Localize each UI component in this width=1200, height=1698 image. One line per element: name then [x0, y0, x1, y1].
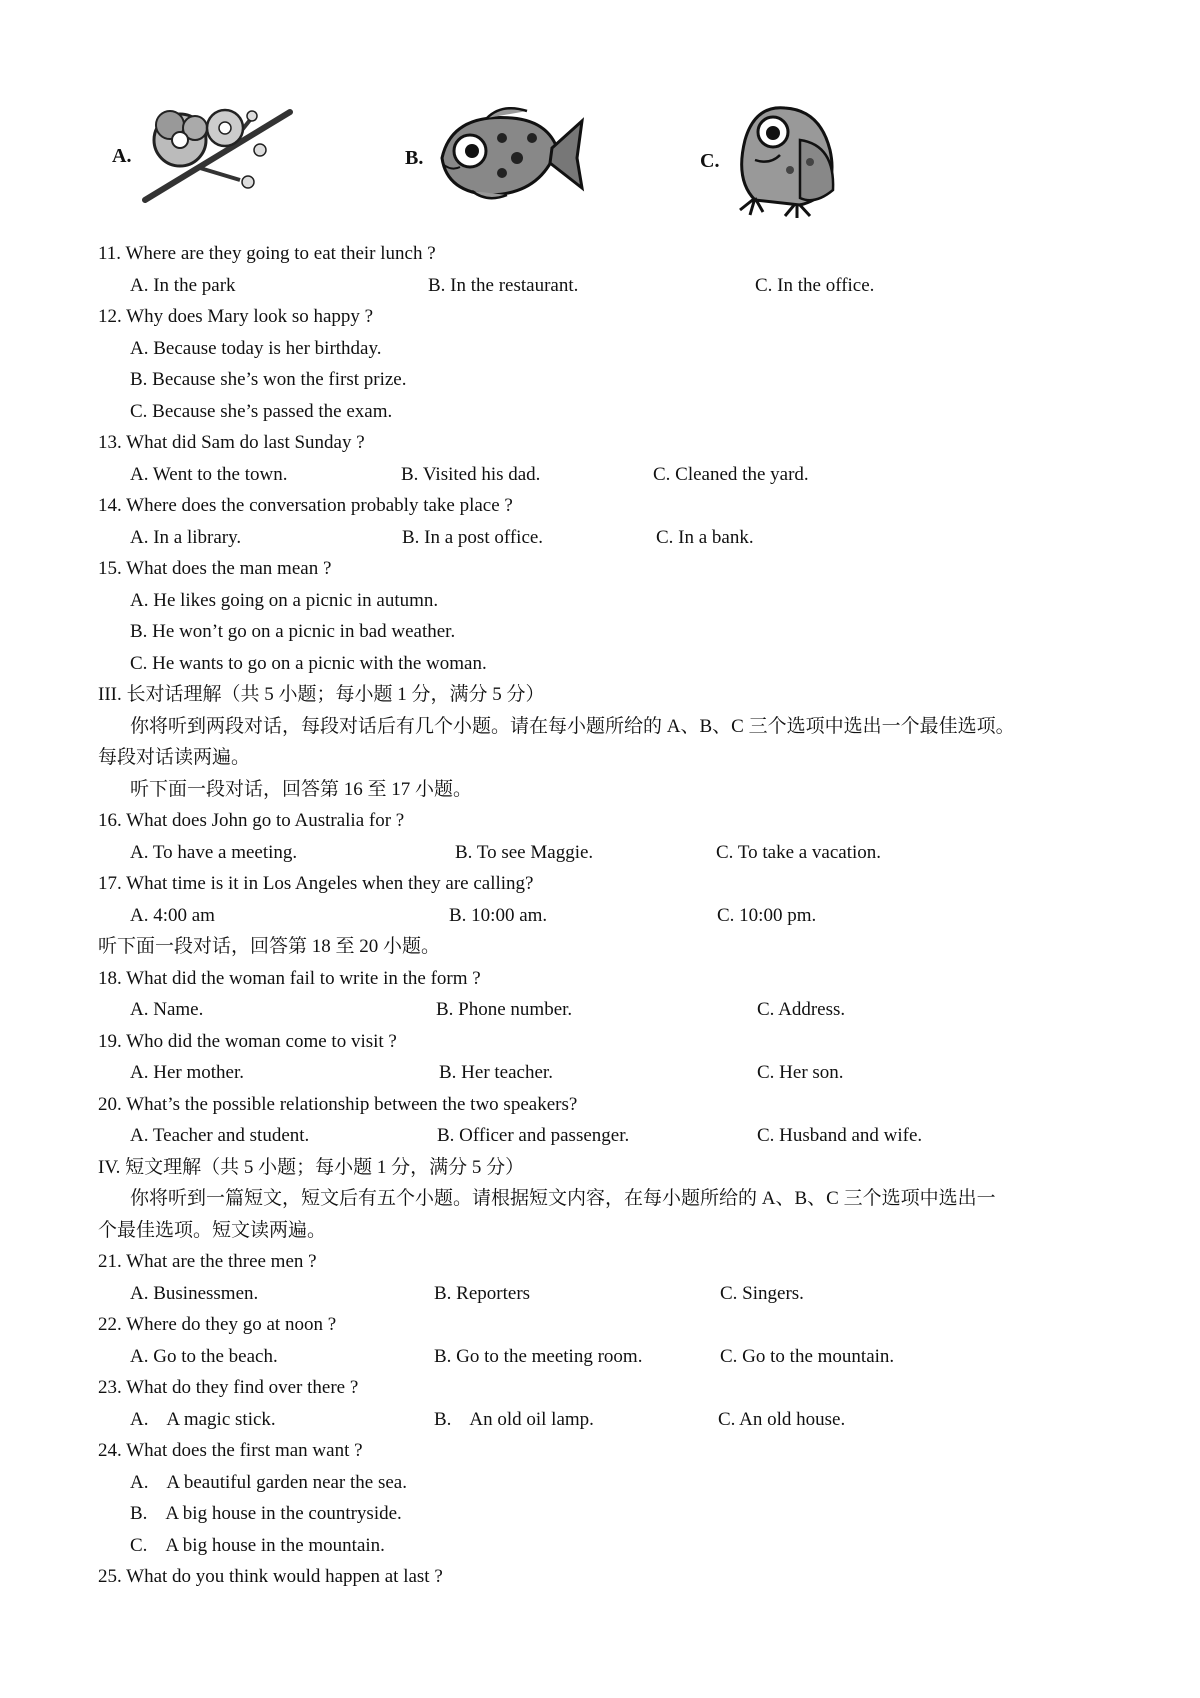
q20-option-b[interactable]: B. Officer and passenger.: [437, 1125, 630, 1146]
q24-option-b[interactable]: B. A big house in the countryside.: [130, 1503, 402, 1524]
q21-option-a[interactable]: A. Businessmen.: [130, 1283, 259, 1304]
q24-option-a[interactable]: A. A beautiful garden near the sea.: [130, 1472, 407, 1493]
q17-option-a[interactable]: A. 4:00 am: [130, 905, 215, 926]
question-25: 25. What do you think would happen at last ?: [98, 1566, 443, 1587]
question-21: 21. What are the three men ?: [98, 1251, 317, 1272]
q11-option-c[interactable]: C. In the office.: [755, 275, 875, 296]
q24-option-c[interactable]: C. A big house in the mountain.: [130, 1535, 385, 1556]
q21-option-c[interactable]: C. Singers.: [720, 1283, 804, 1304]
q23-option-c[interactable]: C. An old house.: [718, 1409, 846, 1430]
q16-option-c[interactable]: C. To take a vacation.: [716, 842, 882, 863]
question-22: 22. Where do they go at noon ?: [98, 1314, 337, 1335]
q17-option-b[interactable]: B. 10:00 am.: [449, 905, 548, 926]
q18-option-b[interactable]: B. Phone number.: [436, 999, 573, 1020]
section-3-heading: III. 长对话理解（共 5 小题；每小题 1 分，满分 5 分）: [98, 684, 545, 705]
picture-label-a: A.: [112, 145, 132, 167]
q22-option-c[interactable]: C. Go to the mountain.: [720, 1346, 895, 1367]
question-11: 11. Where are they going to eat their lunch ?: [98, 243, 436, 264]
q18-option-c[interactable]: C. Address.: [757, 999, 846, 1020]
blossom-branch-icon: [140, 100, 295, 210]
question-17: 17. What time is it in Los Angeles when they are calling?: [98, 873, 534, 894]
q20-option-a[interactable]: A. Teacher and student.: [130, 1125, 310, 1146]
q22-option-a[interactable]: A. Go to the beach.: [130, 1346, 278, 1367]
section-3-instruction-line-1: 你将听到两段对话，每段对话后有几个小题。请在每小题所给的 A、B、C 三个选项中选出一个最佳选项。: [130, 716, 1015, 737]
question-19: 19. Who did the woman come to visit ?: [98, 1031, 397, 1052]
q13-option-b[interactable]: B. Visited his dad.: [401, 464, 541, 485]
q23-option-b[interactable]: B. An old oil lamp.: [434, 1409, 594, 1430]
q14-option-b[interactable]: B. In a post office.: [402, 527, 544, 548]
question-12: 12. Why does Mary look so happy ?: [98, 306, 374, 327]
q20-option-c[interactable]: C. Husband and wife.: [757, 1125, 923, 1146]
question-13: 13. What did Sam do last Sunday ?: [98, 432, 365, 453]
picture-label-b: B.: [405, 147, 424, 169]
picture-options: [0, 95, 1200, 235]
q16-option-a[interactable]: A. To have a meeting.: [130, 842, 298, 863]
q15-option-a[interactable]: A. He likes going on a picnic in autumn.: [130, 590, 439, 611]
question-23: 23. What do they find over there ?: [98, 1377, 359, 1398]
q19-option-b[interactable]: B. Her teacher.: [439, 1062, 553, 1083]
question-20: 20. What’s the possible relationship between the two speakers?: [98, 1094, 578, 1115]
dialog-2-note: 听下面一段对话，回答第 18 至 20 小题。: [98, 936, 441, 957]
question-16: 16. What does John go to Australia for ?: [98, 810, 405, 831]
q15-option-c[interactable]: C. He wants to go on a picnic with the woman.: [130, 653, 487, 674]
picture-label-c: C.: [700, 150, 720, 172]
q23-option-a[interactable]: A. A magic stick.: [130, 1409, 276, 1430]
section-4-instruction-line-1: 你将听到一篇短文，短文后有五个小题。请根据短文内容，在每小题所给的 A、B、C 三个选项中选出一: [130, 1188, 996, 1209]
q22-option-b[interactable]: B. Go to the meeting room.: [434, 1346, 643, 1367]
question-24: 24. What does the first man want ?: [98, 1440, 363, 1461]
question-14: 14. Where does the conversation probably take place ?: [98, 495, 513, 516]
q18-option-a[interactable]: A. Name.: [130, 999, 204, 1020]
frog-icon: [725, 100, 850, 220]
q12-option-a[interactable]: A. Because today is her birthday.: [130, 338, 382, 359]
question-18: 18. What did the woman fail to write in the form ?: [98, 968, 481, 989]
q19-option-c[interactable]: C. Her son.: [757, 1062, 844, 1083]
q17-option-c[interactable]: C. 10:00 pm.: [717, 905, 817, 926]
q15-option-b[interactable]: B. He won’t go on a picnic in bad weather.: [130, 621, 456, 642]
dialog-1-note: 听下面一段对话，回答第 16 至 17 小题。: [130, 779, 473, 800]
q13-option-c[interactable]: C. Cleaned the yard.: [653, 464, 809, 485]
q21-option-b[interactable]: B. Reporters: [434, 1283, 531, 1304]
q14-option-c[interactable]: C. In a bank.: [656, 527, 754, 548]
q12-option-c[interactable]: C. Because she’s passed the exam.: [130, 401, 393, 422]
q11-option-a[interactable]: A. In the park: [130, 275, 236, 296]
q19-option-a[interactable]: A. Her mother.: [130, 1062, 244, 1083]
q11-option-b[interactable]: B. In the restaurant.: [428, 275, 579, 296]
question-15: 15. What does the man mean ?: [98, 558, 332, 579]
section-4-instruction-line-2: 个最佳选项。短文读两遍。: [98, 1220, 327, 1241]
fish-icon: [432, 103, 587, 203]
section-4-heading: IV. 短文理解（共 5 小题；每小题 1 分，满分 5 分）: [98, 1157, 525, 1178]
section-3-instruction-line-2: 每段对话读两遍。: [98, 747, 251, 768]
q14-option-a[interactable]: A. In a library.: [130, 527, 242, 548]
q12-option-b[interactable]: B. Because she’s won the first prize.: [130, 369, 407, 390]
q16-option-b[interactable]: B. To see Maggie.: [455, 842, 594, 863]
q13-option-a[interactable]: A. Went to the town.: [130, 464, 288, 485]
